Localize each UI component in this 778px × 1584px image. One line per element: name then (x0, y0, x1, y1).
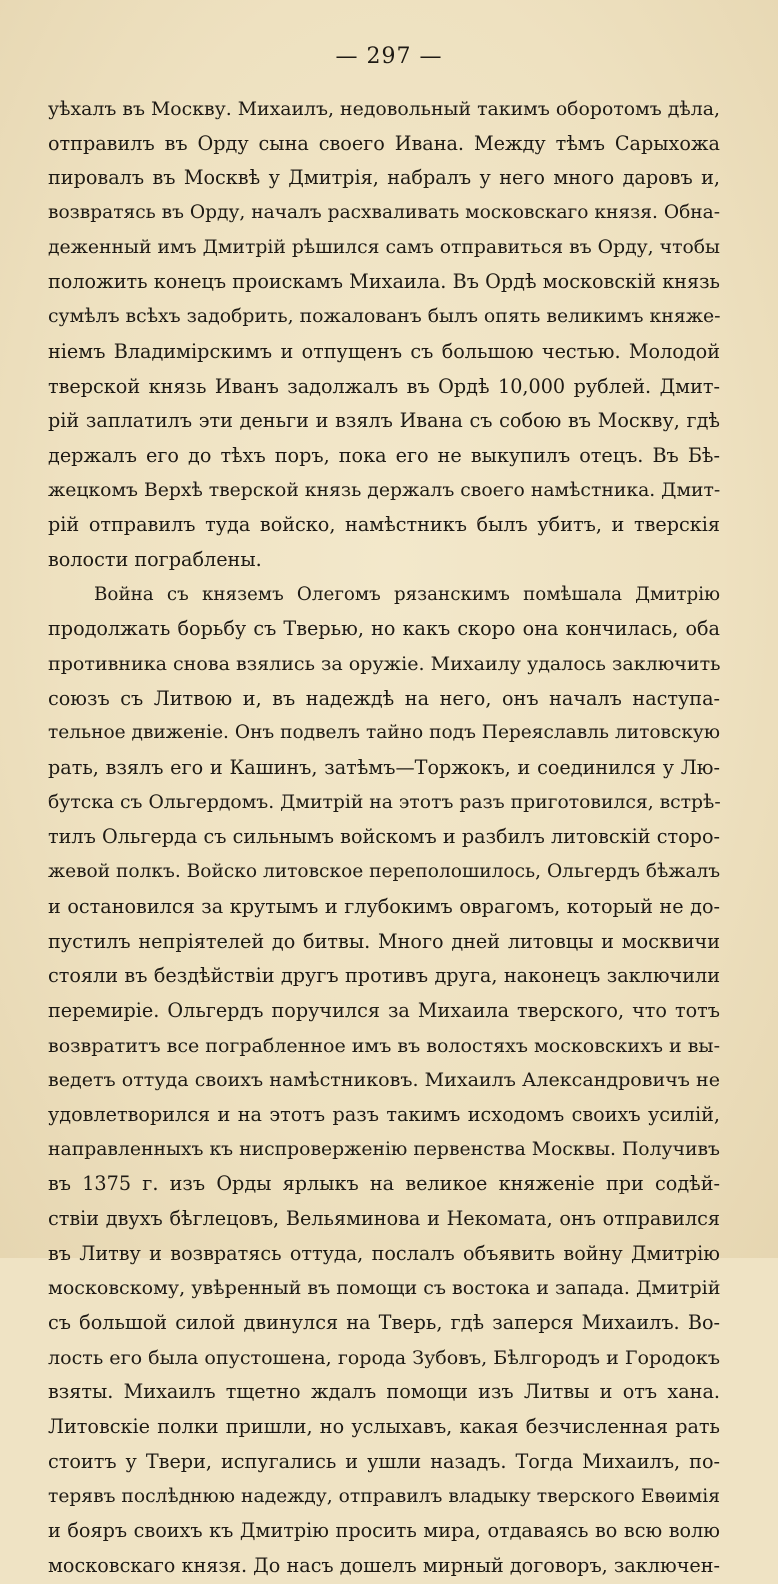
text-line: съ большой силой двинулся на Тверь, гдѣ заперся Михаилъ. Во- (48, 1311, 720, 1335)
text-line: стоитъ у Твери, испугались и ушли назадъ. Тогда Михаилъ, по- (48, 1449, 720, 1473)
text-line: ствіи двухъ бѣглецовъ, Вельяминова и Некомата, онъ отправился (48, 1207, 720, 1230)
text-line: въ Литву и возвратясь оттуда, послалъ объявить войну Дмитрію (48, 1241, 720, 1265)
text-line: стояли въ бездѣйствіи другъ противъ друга, наконецъ заключили (48, 964, 720, 988)
text-line: бутска съ Ольгердомъ. Дмитрій на этотъ разъ приготовился, встрѣ- (48, 791, 721, 813)
text-line: жецкомъ Верхѣ тверской князь держалъ своего намѣстника. Дмит- (48, 479, 721, 501)
page-number: — 297 — (335, 44, 443, 69)
text-line: ніемъ Владимірскимъ и отпущенъ съ большою честью. Молодой (48, 339, 720, 363)
text-line: терявъ послѣднюю надежду, отправилъ владыку тверского Евѳимія (48, 1485, 720, 1507)
text-line: жевой полкъ. Войско литовское переполошилось, Ольгердъ бѣжалъ (48, 861, 721, 883)
text-line: волости пограблены. (48, 547, 262, 571)
text-line: положить конецъ проискамъ Михаила. Въ Ордѣ московскій князь (48, 270, 720, 294)
text-line: въ 1375 г. изъ Орды ярлыкъ на великое княженіе при содѣй- (48, 1172, 720, 1196)
text-line: Война съ княземъ Олегомъ рязанскимъ помѣшала Дмитрію (94, 583, 720, 605)
text-line: тилъ Ольгерда съ сильнымъ войскомъ и разбилъ литовскій сторо- (48, 825, 720, 849)
text-line: удовлетворился и на этотъ разъ такимъ исходомъ своихъ усилій, (48, 1102, 720, 1126)
text-line: возвратясь въ Орду, началъ расхваливать московскаго князя. Обна- (48, 202, 720, 224)
text-line: тверской князь Иванъ задолжалъ въ Ордѣ 10,000 рублей. Дмит- (48, 374, 720, 398)
text-line: отправилъ въ Орду сына своего Ивана. Между тѣмъ Сарыхожа (48, 131, 720, 155)
text-line: московскому, увѣренный въ помощи съ востока и запада. Дмитрій (48, 1277, 721, 1300)
text-line: пустилъ непріятелей до битвы. Много дней литовцы и москвичи (48, 929, 720, 953)
text-line: сумѣлъ всѣхъ задобрить, пожалованъ былъ опять великимъ княже- (48, 306, 721, 328)
text-line: лость его была опустошена, города Зубовъ, Бѣлгородъ и Городокъ (48, 1345, 720, 1369)
text-line: рій отправилъ туда войско, намѣстникъ былъ убитъ, и тверскія (48, 513, 720, 537)
text-line: уѣхалъ въ Москву. Михаилъ, недовольный такимъ оборотомъ дѣла, (48, 98, 720, 120)
text-line: ведетъ оттуда своихъ намѣстниковъ. Михаилъ Александровичъ не (48, 1069, 720, 1092)
text-line: рать, взялъ его и Кашинъ, затѣмъ—Торжокъ, и соединился у Лю- (48, 756, 720, 780)
text-line: перемиріе. Ольгердъ поручился за Михаила тверского, что тотъ (48, 998, 720, 1022)
text-line: московскаго князя. До насъ дошелъ мирный договоръ, заключен- (48, 1553, 720, 1577)
text-line: возвратитъ все пограбленное имъ въ волостяхъ московскихъ и вы- (48, 1034, 720, 1057)
text-line: Литовскіе полки пришли, но услыхавъ, какая безчисленная рать (48, 1415, 720, 1439)
text-line: направленныхъ къ ниспроверженію первенства Москвы. Получивъ (48, 1138, 720, 1160)
text-line: взяты. Михаилъ тщетно ждалъ помощи изъ Литвы и отъ хана. (48, 1380, 720, 1404)
text-line: деженный имъ Дмитрій рѣшился самъ отправиться въ Орду, чтобы (48, 236, 720, 258)
text-line: и остановился за крутымъ и глубокимъ оврагомъ, который не до- (48, 894, 720, 918)
text-line: пировалъ въ Москвѣ у Дмитрія, набралъ у него много даровъ и, (48, 166, 720, 190)
paragraph-2 (48, 578, 720, 1584)
text-line: рій заплатилъ эти деньги и взялъ Ивана съ собою въ Москву, гдѣ (48, 409, 720, 433)
text-line: союзъ съ Литвою и, въ надеждѣ на него, онъ началъ наступа- (48, 686, 720, 710)
text-line: и бояръ своихъ къ Дмитрію просить мира, отдаваясь во всю волю (48, 1519, 720, 1543)
text-line: тельное движеніе. Онъ подвелъ тайно подъ Переяславль литовскую (48, 722, 720, 744)
paragraph-1 (48, 92, 720, 578)
text-line: держалъ его до тѣхъ поръ, пока его не выкупилъ отецъ. Въ Бѣ- (48, 443, 720, 467)
body-text (48, 92, 720, 1584)
text-line: противника снова взялись за оружіе. Михаилу удалось заключить (48, 653, 721, 675)
text-line: продолжать борьбу съ Тверью, но какъ скоро она кончилась, оба (48, 617, 720, 641)
